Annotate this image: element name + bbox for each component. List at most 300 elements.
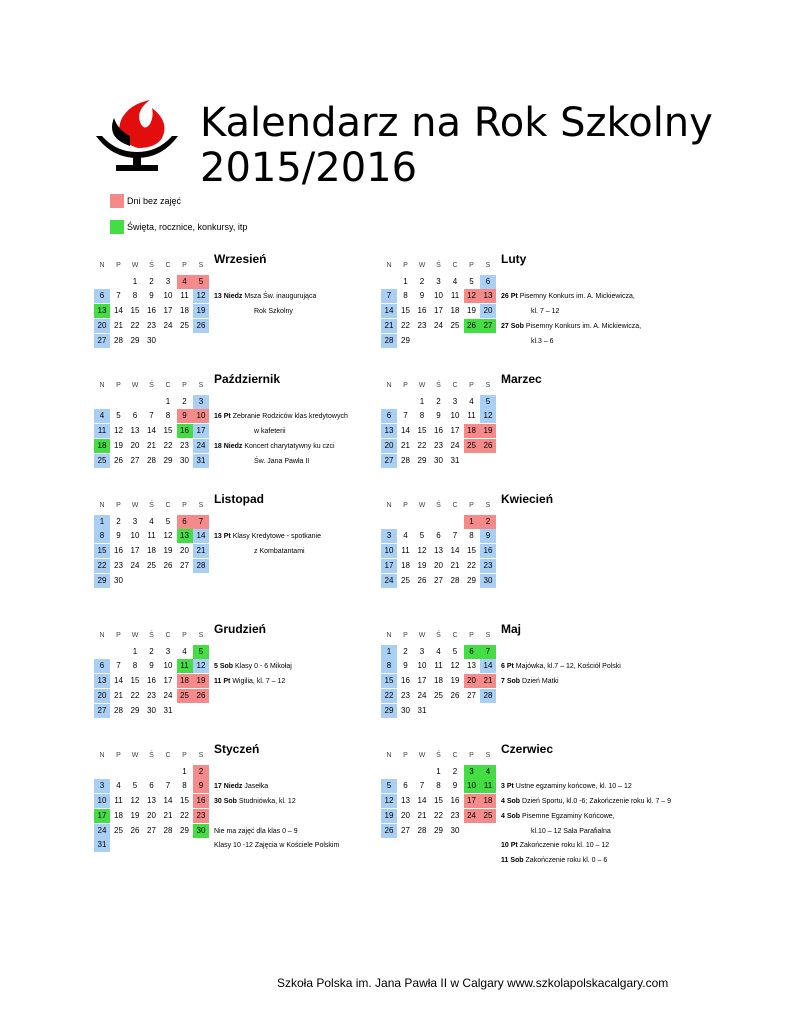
event-text: Pisemne Egzaminy Końcowe,: [522, 812, 615, 820]
day-cell: 8: [403, 291, 408, 301]
day-cell: 18: [94, 439, 110, 453]
day-cell: 24: [450, 440, 460, 450]
weekday-header: P: [403, 382, 408, 389]
event-line: [501, 320, 641, 334]
weekday-header: P: [116, 632, 121, 639]
day-cell: 2: [480, 515, 496, 529]
day-cell: 17: [417, 676, 427, 686]
weekday-header: C: [452, 262, 458, 269]
day-cell: 18: [180, 306, 189, 316]
day-cell: 26: [480, 439, 496, 453]
day-cell: 16: [193, 794, 209, 808]
day-cell: 1: [182, 766, 187, 776]
day-cell: 10: [163, 661, 173, 671]
event-text: Rok Szkolny: [254, 308, 293, 316]
legend-swatch-holiday: [110, 220, 124, 234]
day-cell: 11: [434, 661, 443, 671]
day-cell: 25: [147, 560, 156, 570]
event-date: 13 Niedz: [214, 293, 243, 301]
event-date: 30 Sob: [214, 798, 237, 806]
day-cell: 4: [149, 516, 154, 526]
event-line: [501, 675, 559, 689]
day-cell: 11: [94, 424, 110, 438]
weekday-header: N: [386, 502, 392, 509]
event-text: Majówka, kl.7 – 12, Kościół Polski: [515, 663, 621, 671]
day-cell: 1: [403, 276, 408, 286]
weekday-header: W: [418, 502, 426, 509]
day-cell: 18: [464, 424, 480, 438]
day-cell: 23: [114, 560, 123, 570]
day-cell: 16: [450, 796, 460, 806]
weekday-header: Ś: [436, 502, 441, 509]
weekday-header: P: [469, 262, 474, 269]
month-block: [94, 622, 424, 732]
weekday-header: Ś: [436, 262, 441, 269]
day-cell: 29: [180, 825, 189, 835]
day-cell: 20: [434, 560, 443, 570]
day-cell: 19: [193, 674, 209, 688]
day-cell: 1: [381, 645, 397, 659]
event-date: 4 Sob: [501, 798, 521, 806]
day-cell: 29: [417, 455, 427, 465]
event-line: [501, 839, 609, 853]
day-cell: 24: [464, 809, 480, 823]
day-cell: 9: [193, 779, 209, 793]
month-block: [381, 372, 711, 482]
event-text: Wigilia, kl. 7 – 12: [232, 678, 286, 686]
weekday-header: S: [198, 262, 204, 269]
day-cell: 4: [480, 765, 496, 779]
day-cell: 15: [130, 676, 140, 686]
day-cell: 3: [94, 779, 110, 793]
day-cell: 28: [401, 455, 410, 465]
day-cell: 23: [480, 559, 496, 573]
day-cell: 10: [417, 661, 427, 671]
day-cell: 10: [450, 411, 460, 421]
weekday-header: P: [116, 262, 121, 269]
day-cell: 6: [149, 781, 154, 791]
day-cell: 15: [467, 546, 476, 556]
day-cell: 30: [401, 705, 410, 715]
day-cell: 29: [401, 335, 410, 345]
month-block: [381, 742, 711, 864]
day-cell: 14: [417, 796, 427, 806]
day-cell: 13: [401, 796, 410, 806]
weekday-header: P: [403, 262, 408, 269]
day-cell: 8: [165, 411, 171, 421]
day-cell: 28: [163, 825, 173, 835]
day-cell: 22: [467, 560, 476, 570]
event-line: [214, 825, 298, 839]
weekday-header: W: [131, 382, 139, 389]
event-date: 5 Sob: [214, 663, 234, 671]
day-cell: 9: [436, 411, 441, 421]
day-cell: 31: [450, 455, 460, 465]
day-cell: 6: [381, 409, 397, 423]
day-cell: 21: [114, 690, 123, 700]
day-cell: 17: [381, 559, 397, 573]
day-cell: 12: [381, 794, 397, 808]
day-cell: 26: [450, 690, 460, 700]
day-cell: 11: [180, 291, 189, 301]
event-text: Pisemny Konkurs im. A. Mickiewicza,: [525, 322, 642, 330]
event-line: [501, 780, 632, 794]
day-cell: 1: [94, 515, 110, 529]
day-cell: 23: [434, 440, 443, 450]
day-cell: 11: [480, 779, 496, 793]
event-date: 3 Pt: [501, 783, 514, 791]
day-cell: 17: [193, 424, 209, 438]
day-cell: 16: [417, 306, 427, 316]
day-cell: 4: [469, 396, 474, 406]
legend-label-holiday: Święta, rocznice, konkursy, itp: [127, 222, 248, 232]
day-cell: 29: [130, 335, 140, 345]
day-cell: 7: [165, 781, 171, 791]
day-cell: 16: [434, 426, 443, 436]
weekday-header: N: [386, 382, 392, 389]
day-cell: 31: [193, 454, 209, 468]
weekday-header: C: [165, 502, 171, 509]
day-cell: 4: [94, 409, 110, 423]
day-cell: 15: [94, 544, 110, 558]
month-block: [94, 492, 424, 602]
day-cell: 16: [177, 424, 193, 438]
day-cell: 2: [452, 766, 458, 776]
day-cell: 6: [94, 659, 110, 673]
day-cell: 22: [180, 810, 189, 820]
day-cell: 16: [114, 546, 123, 556]
day-cell: 21: [114, 320, 123, 330]
day-cell: 3: [193, 395, 209, 409]
day-cell: 23: [450, 810, 460, 820]
weekday-header: S: [198, 752, 204, 759]
day-cell: 7: [116, 661, 121, 671]
day-cell: 22: [163, 440, 173, 450]
day-cell: 7: [116, 291, 121, 301]
event-line: [501, 660, 621, 674]
day-cell: 3: [165, 646, 171, 656]
day-cell: 13: [130, 426, 140, 436]
event-text: Ustne egzaminy końcowe, kl. 10 – 12: [515, 783, 632, 791]
day-cell: 29: [94, 574, 110, 588]
weekday-header: C: [165, 382, 171, 389]
day-cell: 16: [480, 544, 496, 558]
event-text: Klasy Kredytowe - spotkanie: [232, 533, 322, 541]
day-cell: 10: [94, 794, 110, 808]
day-cell: 3: [132, 516, 138, 526]
day-cell: 15: [381, 674, 397, 688]
day-cell: 24: [417, 690, 427, 700]
weekday-header: N: [99, 752, 105, 759]
day-cell: 23: [147, 690, 156, 700]
day-cell: 24: [94, 824, 110, 838]
event-text: Zakończenie roku kl. 0 – 6: [525, 856, 608, 864]
day-cell: 3: [452, 396, 458, 406]
day-cell: 12: [114, 426, 123, 436]
day-cell: 9: [177, 409, 193, 423]
day-cell: 19: [114, 440, 123, 450]
day-cell: 30: [480, 574, 496, 588]
day-cell: 28: [450, 575, 460, 585]
event-line: [214, 839, 339, 853]
day-cell: 12: [130, 796, 140, 806]
weekday-header: S: [485, 262, 491, 269]
day-cell: 26: [417, 575, 427, 585]
day-cell: 1: [436, 766, 441, 776]
event-date: 10 Pt: [501, 842, 518, 850]
day-cell: 26: [193, 319, 209, 333]
day-cell: 14: [193, 529, 209, 543]
weekday-header: W: [418, 262, 426, 269]
day-cell: 18: [401, 560, 410, 570]
weekday-header: P: [469, 632, 474, 639]
event-date: 18 Niedz: [214, 442, 243, 450]
event-date: 11 Pt: [214, 678, 231, 686]
day-cell: 20: [130, 440, 140, 450]
event-date: 26 Pt: [501, 293, 518, 301]
event-text: Dzień Matki: [522, 678, 559, 686]
day-cell: 30: [114, 575, 123, 585]
day-cell: 4: [452, 276, 458, 286]
weekday-header: W: [131, 502, 139, 509]
day-cell: 7: [381, 289, 397, 303]
event-text: Zakończenie roku kl. 10 – 12: [519, 842, 610, 850]
event-text: z Kombatantami: [254, 548, 305, 556]
weekday-header: W: [131, 262, 139, 269]
day-cell: 5: [469, 276, 474, 286]
weekday-header: N: [99, 382, 105, 389]
day-cell: 28: [381, 334, 397, 348]
day-cell: 22: [130, 320, 140, 330]
event-text: Dzień Sportu, kl.0 -6; Zakończenie roku kl. 7 – 9: [522, 798, 672, 806]
day-cell: 7: [452, 531, 458, 541]
day-cell: 22: [130, 690, 140, 700]
event-line: [214, 660, 292, 674]
day-cell: 8: [94, 529, 110, 543]
day-cell: 15: [434, 796, 443, 806]
event-text: kl. 7 – 12: [531, 308, 560, 316]
event-text: Klasy 10 -12 Zajęcia w Kościele Polskim: [214, 842, 340, 850]
day-cell: 17: [464, 794, 480, 808]
day-cell: 21: [147, 440, 156, 450]
weekday-header: P: [182, 752, 187, 759]
weekday-header: C: [452, 382, 458, 389]
weekday-header: C: [165, 262, 171, 269]
month-name: Październik: [214, 372, 281, 386]
weekday-header: N: [386, 632, 392, 639]
day-cell: 25: [94, 454, 110, 468]
day-cell: 13: [147, 796, 156, 806]
weekday-header: S: [485, 502, 491, 509]
event-text: Nie ma zajęć dla klas 0 – 9: [214, 827, 298, 835]
event-line: [531, 825, 611, 839]
day-cell: 18: [177, 674, 193, 688]
month-block: [381, 622, 711, 732]
day-cell: 30: [434, 455, 443, 465]
day-cell: 6: [403, 781, 408, 791]
day-cell: 23: [417, 320, 427, 330]
weekday-header: W: [418, 382, 426, 389]
event-text: Klasy 0 - 6 Mikołaj: [235, 663, 292, 671]
day-cell: 7: [403, 411, 408, 421]
day-cell: 18: [434, 676, 443, 686]
day-cell: 8: [436, 781, 441, 791]
day-cell: 13: [467, 661, 476, 671]
day-cell: 23: [147, 320, 156, 330]
day-cell: 3: [419, 646, 425, 656]
day-cell: 5: [452, 646, 458, 656]
day-cell: 28: [193, 559, 209, 573]
day-cell: 8: [132, 291, 138, 301]
day-cell: 27: [467, 690, 476, 700]
day-cell: 11: [450, 291, 460, 301]
event-text: kl.3 – 6: [531, 337, 554, 345]
weekday-header: N: [99, 632, 105, 639]
event-date: 11 Sob: [501, 856, 524, 864]
day-cell: 24: [193, 439, 209, 453]
day-cell: 25: [177, 689, 193, 703]
event-text: Koncert charytatywny ku czci: [244, 442, 335, 450]
footer-text: Szkoła Polska im. Jana Pawła II w Calgary www.szkolapolskacalgary.com: [277, 976, 669, 990]
school-logo: [92, 96, 182, 176]
weekday-header: C: [452, 632, 458, 639]
event-text: Św. Jana Pawła II: [254, 457, 310, 465]
day-cell: 24: [381, 574, 397, 588]
event-date: 6 Pt: [501, 663, 514, 671]
day-cell: 10: [434, 291, 443, 301]
day-cell: 21: [401, 440, 410, 450]
day-cell: 11: [401, 546, 410, 556]
day-cell: 23: [180, 440, 189, 450]
day-cell: 17: [130, 546, 140, 556]
weekday-header: N: [99, 502, 105, 509]
day-cell: 12: [193, 659, 209, 673]
day-cell: 9: [480, 529, 496, 543]
event-line: [501, 810, 615, 824]
day-cell: 19: [163, 546, 173, 556]
day-cell: 21: [417, 810, 427, 820]
day-cell: 15: [417, 426, 427, 436]
weekday-header: P: [469, 382, 474, 389]
day-cell: 1: [165, 396, 171, 406]
event-date: 17 Niedz: [214, 783, 243, 791]
day-cell: 7: [149, 411, 154, 421]
day-cell: 20: [464, 674, 480, 688]
weekday-header: P: [403, 752, 408, 759]
weekday-header: W: [131, 632, 139, 639]
weekday-header: P: [182, 502, 187, 509]
day-cell: 2: [436, 396, 441, 406]
month-block: [94, 742, 424, 852]
weekday-header: Ś: [436, 382, 441, 389]
weekday-header: Ś: [149, 502, 154, 509]
event-line: [501, 854, 607, 868]
day-cell: 27: [130, 455, 140, 465]
day-cell: 8: [182, 781, 187, 791]
day-cell: 2: [149, 276, 154, 286]
day-cell: 3: [381, 529, 397, 543]
day-cell: 17: [450, 426, 460, 436]
day-cell: 15: [401, 306, 410, 316]
weekday-header: Ś: [149, 382, 154, 389]
day-cell: 27: [401, 825, 410, 835]
day-cell: 16: [147, 306, 156, 316]
month-name: Marzec: [501, 372, 542, 386]
weekday-header: P: [182, 262, 187, 269]
day-cell: 10: [130, 531, 140, 541]
day-cell: 29: [381, 704, 397, 718]
event-text: Pisemny Konkurs im. A. Mickiewicza,: [519, 293, 635, 301]
day-cell: 20: [480, 304, 496, 318]
day-cell: 15: [130, 306, 140, 316]
month-name: Luty: [501, 252, 527, 266]
event-date: 4 Sob: [501, 812, 521, 820]
day-cell: 25: [464, 439, 480, 453]
event-line: [501, 290, 635, 304]
day-cell: 25: [450, 320, 460, 330]
weekday-header: W: [418, 752, 426, 759]
day-cell: 9: [116, 531, 121, 541]
day-cell: 28: [480, 689, 496, 703]
day-cell: 17: [434, 306, 443, 316]
day-cell: 20: [180, 546, 189, 556]
day-cell: 28: [147, 455, 156, 465]
day-cell: 12: [480, 409, 496, 423]
day-cell: 18: [114, 810, 123, 820]
event-line: [254, 455, 309, 469]
day-cell: 29: [163, 455, 173, 465]
day-cell: 27: [94, 704, 110, 718]
day-cell: 27: [434, 575, 443, 585]
month-name: Grudzień: [214, 622, 267, 636]
day-cell: 2: [419, 276, 425, 286]
day-cell: 10: [464, 779, 480, 793]
day-cell: 24: [163, 320, 173, 330]
day-cell: 19: [130, 810, 140, 820]
day-cell: 22: [94, 559, 110, 573]
day-cell: 15: [180, 796, 189, 806]
day-cell: 11: [177, 659, 193, 673]
day-cell: 25: [434, 690, 443, 700]
event-line: [214, 440, 335, 454]
event-date: 27 Sob: [501, 322, 524, 330]
event-line: [254, 425, 286, 439]
day-cell: 9: [403, 661, 408, 671]
weekday-header: S: [198, 502, 204, 509]
day-cell: 29: [434, 825, 443, 835]
day-cell: 7: [193, 515, 209, 529]
weekday-header: W: [418, 632, 426, 639]
day-cell: 21: [480, 674, 496, 688]
day-cell: 6: [94, 289, 110, 303]
day-cell: 14: [450, 546, 460, 556]
day-cell: 6: [177, 515, 193, 529]
day-cell: 9: [149, 291, 154, 301]
weekday-header: N: [386, 752, 392, 759]
day-cell: 5: [381, 779, 397, 793]
day-cell: 5: [132, 781, 138, 791]
day-cell: 8: [381, 659, 397, 673]
event-line: [254, 545, 305, 559]
day-cell: 22: [381, 689, 397, 703]
day-cell: 12: [163, 531, 173, 541]
day-cell: 6: [436, 531, 441, 541]
day-cell: 17: [163, 306, 173, 316]
weekday-header: C: [165, 632, 171, 639]
weekday-header: N: [386, 262, 392, 269]
day-cell: 20: [94, 689, 110, 703]
day-cell: 12: [450, 661, 460, 671]
